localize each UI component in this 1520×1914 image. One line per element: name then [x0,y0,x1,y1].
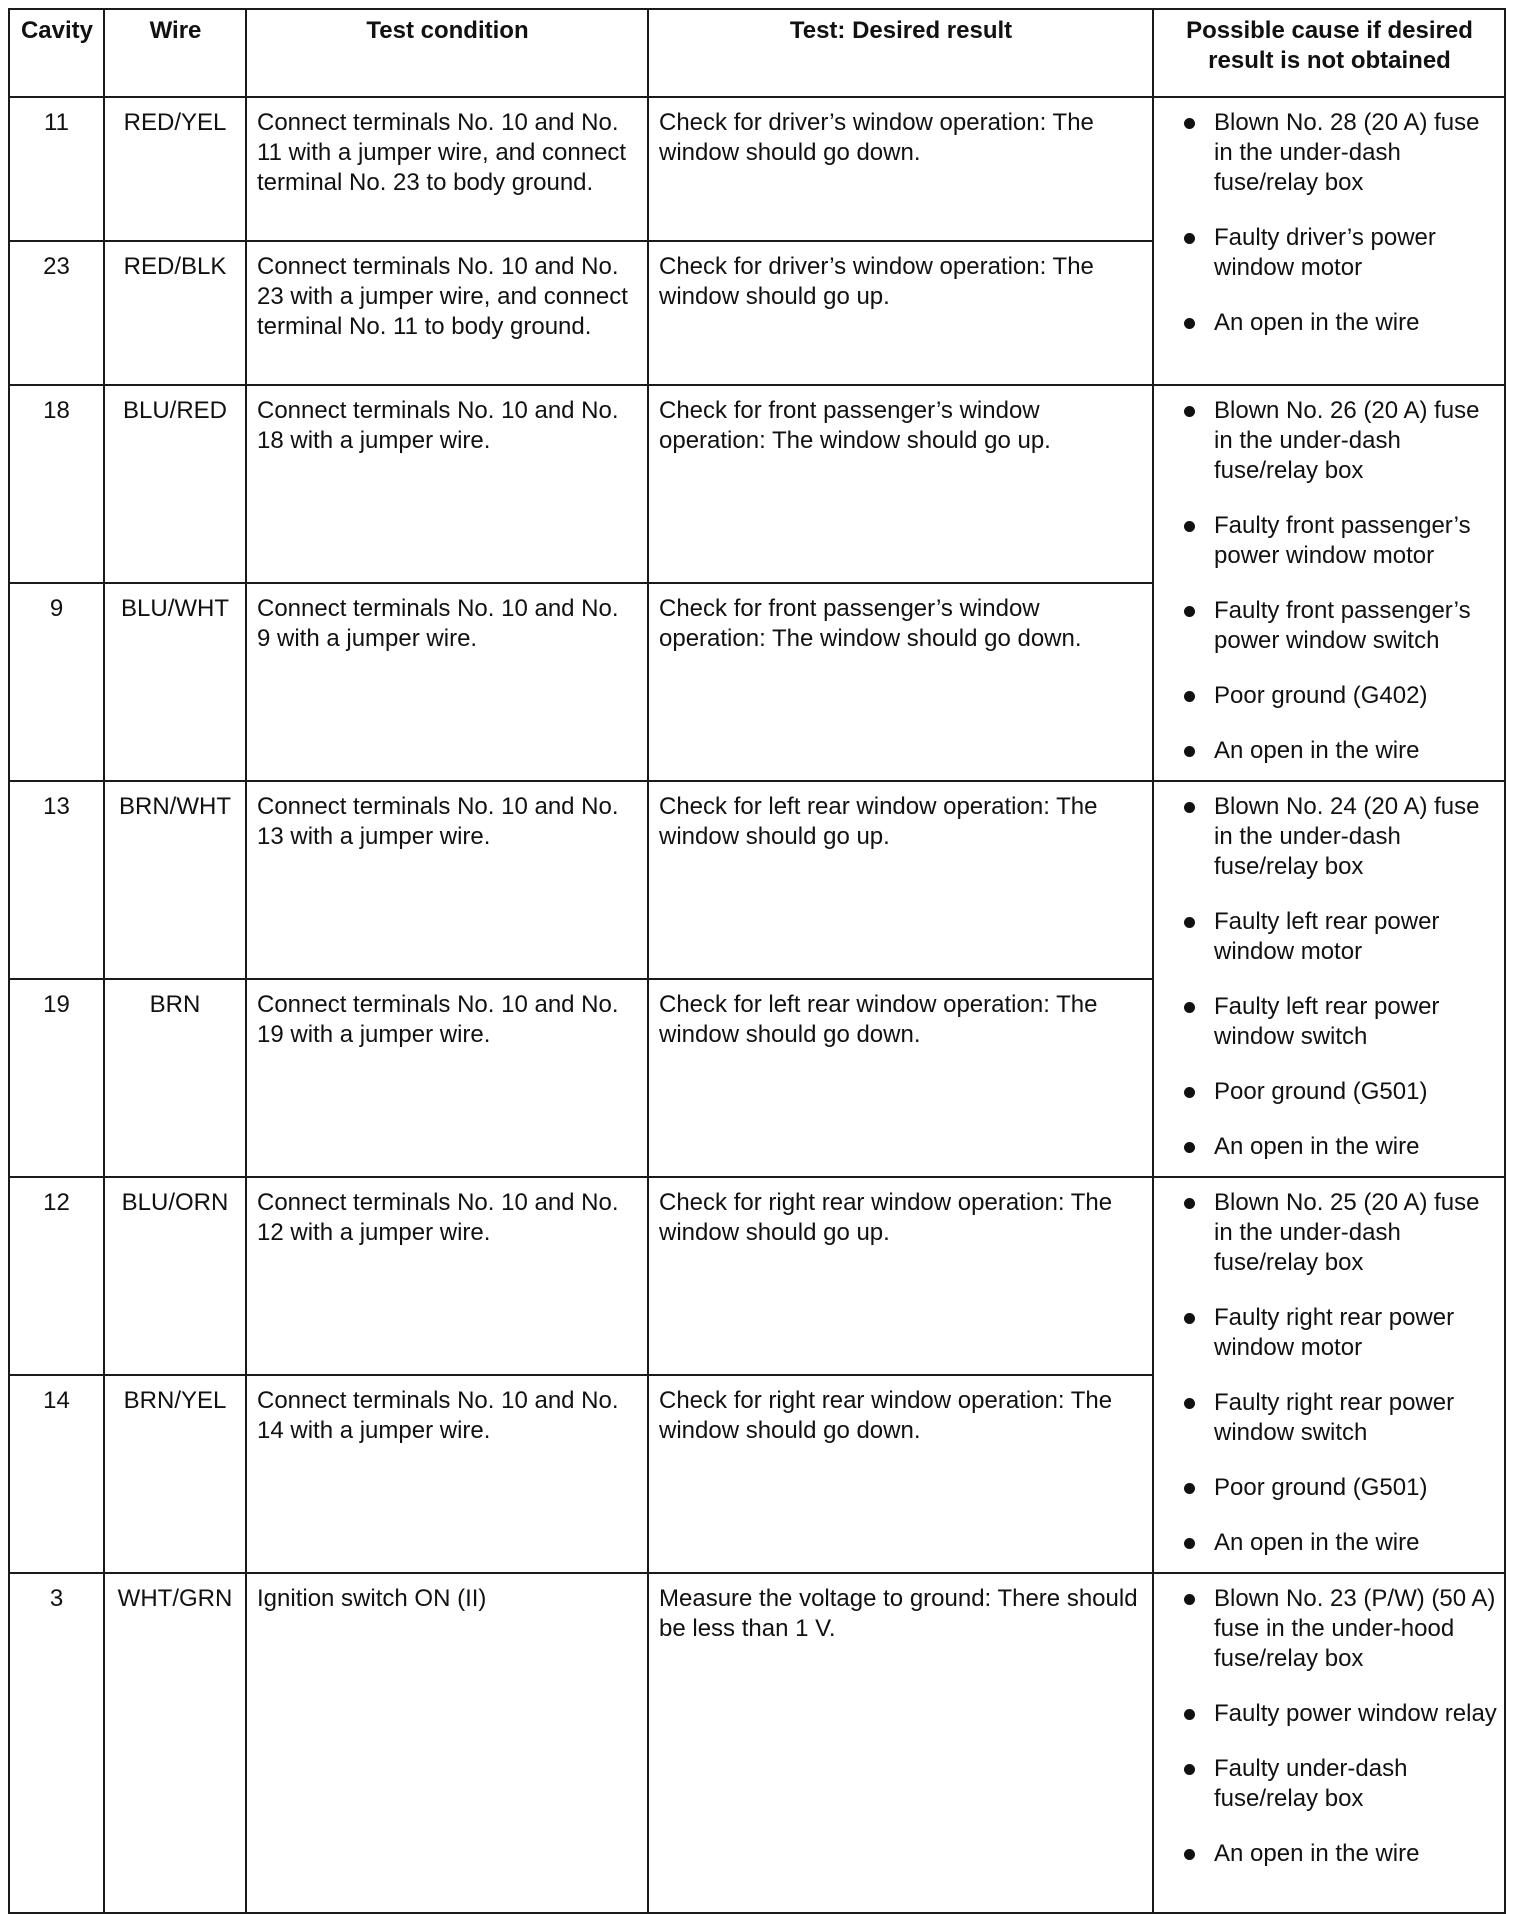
cause-item [1162,1188,1498,1278]
bullet-icon [1184,1313,1195,1324]
cause-item [1162,1077,1498,1107]
cause-text: Poor ground (G402) [1214,682,1428,709]
cause-item [1162,223,1498,283]
cause-text: An open in the wire [1214,1133,1420,1160]
desired-result-cell: Check for front passenger’s window operation: The window should go up. [648,385,1153,583]
wire-cell: BRN/YEL [104,1375,246,1573]
bullet-icon [1184,118,1195,129]
test-condition-cell: Connect terminals No. 10 and No. 14 with a jumper wire. [246,1375,648,1573]
desired-result-cell: Check for right rear window operation: The window should go down. [648,1375,1153,1573]
cavity-cell: 13 [9,781,104,979]
cause-list [1162,108,1498,338]
cause-text: Blown No. 28 (20 A) fuse in the under-dash fuse/relay box [1214,109,1480,196]
table-row [9,1573,1505,1913]
wire-cell: BLU/RED [104,385,246,583]
test-condition-cell: Connect terminals No. 10 and No. 9 with a jumper wire. [246,583,648,781]
bullet-icon [1184,318,1195,329]
table-row [9,781,1505,979]
test-condition-cell: Connect terminals No. 10 and No. 13 with a jumper wire. [246,781,648,979]
cavity-cell: 23 [9,241,104,385]
bullet-icon [1184,1594,1195,1605]
cause-text: Faulty right rear power window switch [1214,1389,1455,1446]
power-window-test-table [8,8,1506,1914]
cause-text: Poor ground (G501) [1214,1078,1428,1105]
cause-item [1162,596,1498,656]
cause-text: Faulty front passenger’s power window switch [1214,597,1471,654]
cavity-cell: 18 [9,385,104,583]
cause-item [1162,108,1498,198]
cavity-cell: 11 [9,97,104,241]
possible-cause-cell [1153,1573,1505,1913]
header-test-condition: Test condition [246,9,648,97]
bullet-icon [1184,1764,1195,1775]
bullet-icon [1184,1483,1195,1494]
test-condition-cell: Connect terminals No. 10 and No. 12 with a jumper wire. [246,1177,648,1375]
cause-text: Blown No. 24 (20 A) fuse in the under-dash fuse/relay box [1214,793,1480,880]
bullet-icon [1184,1709,1195,1720]
cause-text: An open in the wire [1214,309,1420,336]
cause-list [1162,1188,1498,1558]
cause-text: Faulty right rear power window motor [1214,1304,1455,1361]
cause-item [1162,308,1498,338]
bullet-icon [1184,917,1195,928]
cause-text: Faulty front passenger’s power window motor [1214,512,1471,569]
wire-cell: BRN [104,979,246,1177]
cavity-cell: 14 [9,1375,104,1573]
cause-text: Faulty left rear power window motor [1214,908,1440,965]
cause-item [1162,1473,1498,1503]
test-condition-cell: Connect terminals No. 10 and No. 18 with a jumper wire. [246,385,648,583]
cause-text: Faulty left rear power window switch [1214,993,1440,1050]
bullet-icon [1184,1398,1195,1409]
desired-result-cell: Check for front passenger’s window operation: The window should go down. [648,583,1153,781]
cause-item [1162,1839,1498,1869]
bullet-icon [1184,1087,1195,1098]
test-condition-cell: Connect terminals No. 10 and No. 11 with a jumper wire, and connect terminal No. 23 to body ground. [246,97,648,241]
possible-cause-cell [1153,1177,1505,1573]
cause-item [1162,681,1498,711]
header-row [9,9,1505,97]
cause-list [1162,1584,1498,1869]
cause-item [1162,396,1498,486]
bullet-icon [1184,1849,1195,1860]
cause-text: An open in the wire [1214,1529,1420,1556]
cause-item [1162,907,1498,967]
header-cavity: Cavity [9,9,104,97]
cause-list [1162,792,1498,1162]
desired-result-cell: Check for left rear window operation: The window should go up. [648,781,1153,979]
wire-cell: BLU/WHT [104,583,246,781]
bullet-icon [1184,406,1195,417]
cavity-cell: 9 [9,583,104,781]
test-condition-cell: Connect terminals No. 10 and No. 23 with a jumper wire, and connect terminal No. 11 to body ground. [246,241,648,385]
cause-item [1162,511,1498,571]
bullet-icon [1184,691,1195,702]
possible-cause-cell [1153,781,1505,1177]
cause-item [1162,736,1498,766]
bullet-icon [1184,233,1195,244]
cavity-cell: 3 [9,1573,104,1913]
cause-text: An open in the wire [1214,1840,1420,1867]
cause-text: Blown No. 25 (20 A) fuse in the under-dash fuse/relay box [1214,1189,1480,1276]
header-possible-cause: Possible cause if desired result is not obtained [1153,9,1505,97]
desired-result-cell: Measure the voltage to ground: There should be less than 1 V. [648,1573,1153,1913]
cause-text: Poor ground (G501) [1214,1474,1428,1501]
bullet-icon [1184,606,1195,617]
cause-text: Faulty power window relay [1214,1700,1497,1727]
bullet-icon [1184,1198,1195,1209]
test-condition-cell: Ignition switch ON (II) [246,1573,648,1913]
cause-item [1162,1584,1498,1674]
cause-list [1162,396,1498,766]
bullet-icon [1184,1538,1195,1549]
cause-text: An open in the wire [1214,737,1420,764]
cause-text: Faulty under-dash fuse/relay box [1214,1755,1408,1812]
cause-item [1162,1132,1498,1162]
table-row [9,385,1505,583]
test-condition-cell: Connect terminals No. 10 and No. 19 with a jumper wire. [246,979,648,1177]
wire-cell: RED/BLK [104,241,246,385]
wire-cell: BLU/ORN [104,1177,246,1375]
desired-result-cell: Check for left rear window operation: The window should go down. [648,979,1153,1177]
cause-item [1162,1303,1498,1363]
header-desired-result: Test: Desired result [648,9,1153,97]
cause-item [1162,1754,1498,1814]
cause-text: Faulty driver’s power window motor [1214,224,1436,281]
desired-result-cell: Check for driver’s window operation: The window should go down. [648,97,1153,241]
cause-item [1162,1388,1498,1448]
cause-item [1162,1528,1498,1558]
bullet-icon [1184,1002,1195,1013]
bullet-icon [1184,802,1195,813]
cause-text: Blown No. 26 (20 A) fuse in the under-dash fuse/relay box [1214,397,1480,484]
cause-item [1162,992,1498,1052]
wire-cell: BRN/WHT [104,781,246,979]
desired-result-cell: Check for right rear window operation: The window should go up. [648,1177,1153,1375]
bullet-icon [1184,521,1195,532]
desired-result-cell: Check for driver’s window operation: The window should go up. [648,241,1153,385]
wire-cell: WHT/GRN [104,1573,246,1913]
cavity-cell: 19 [9,979,104,1177]
cause-text: Blown No. 23 (P/W) (50 A) fuse in the under-hood fuse/relay box [1214,1585,1496,1672]
header-wire: Wire [104,9,246,97]
possible-cause-cell [1153,97,1505,385]
cause-item [1162,792,1498,882]
table-row [9,1177,1505,1375]
table-row [9,97,1505,241]
cause-item [1162,1699,1498,1729]
possible-cause-cell [1153,385,1505,781]
cavity-cell: 12 [9,1177,104,1375]
bullet-icon [1184,746,1195,757]
wire-cell: RED/YEL [104,97,246,241]
bullet-icon [1184,1142,1195,1153]
